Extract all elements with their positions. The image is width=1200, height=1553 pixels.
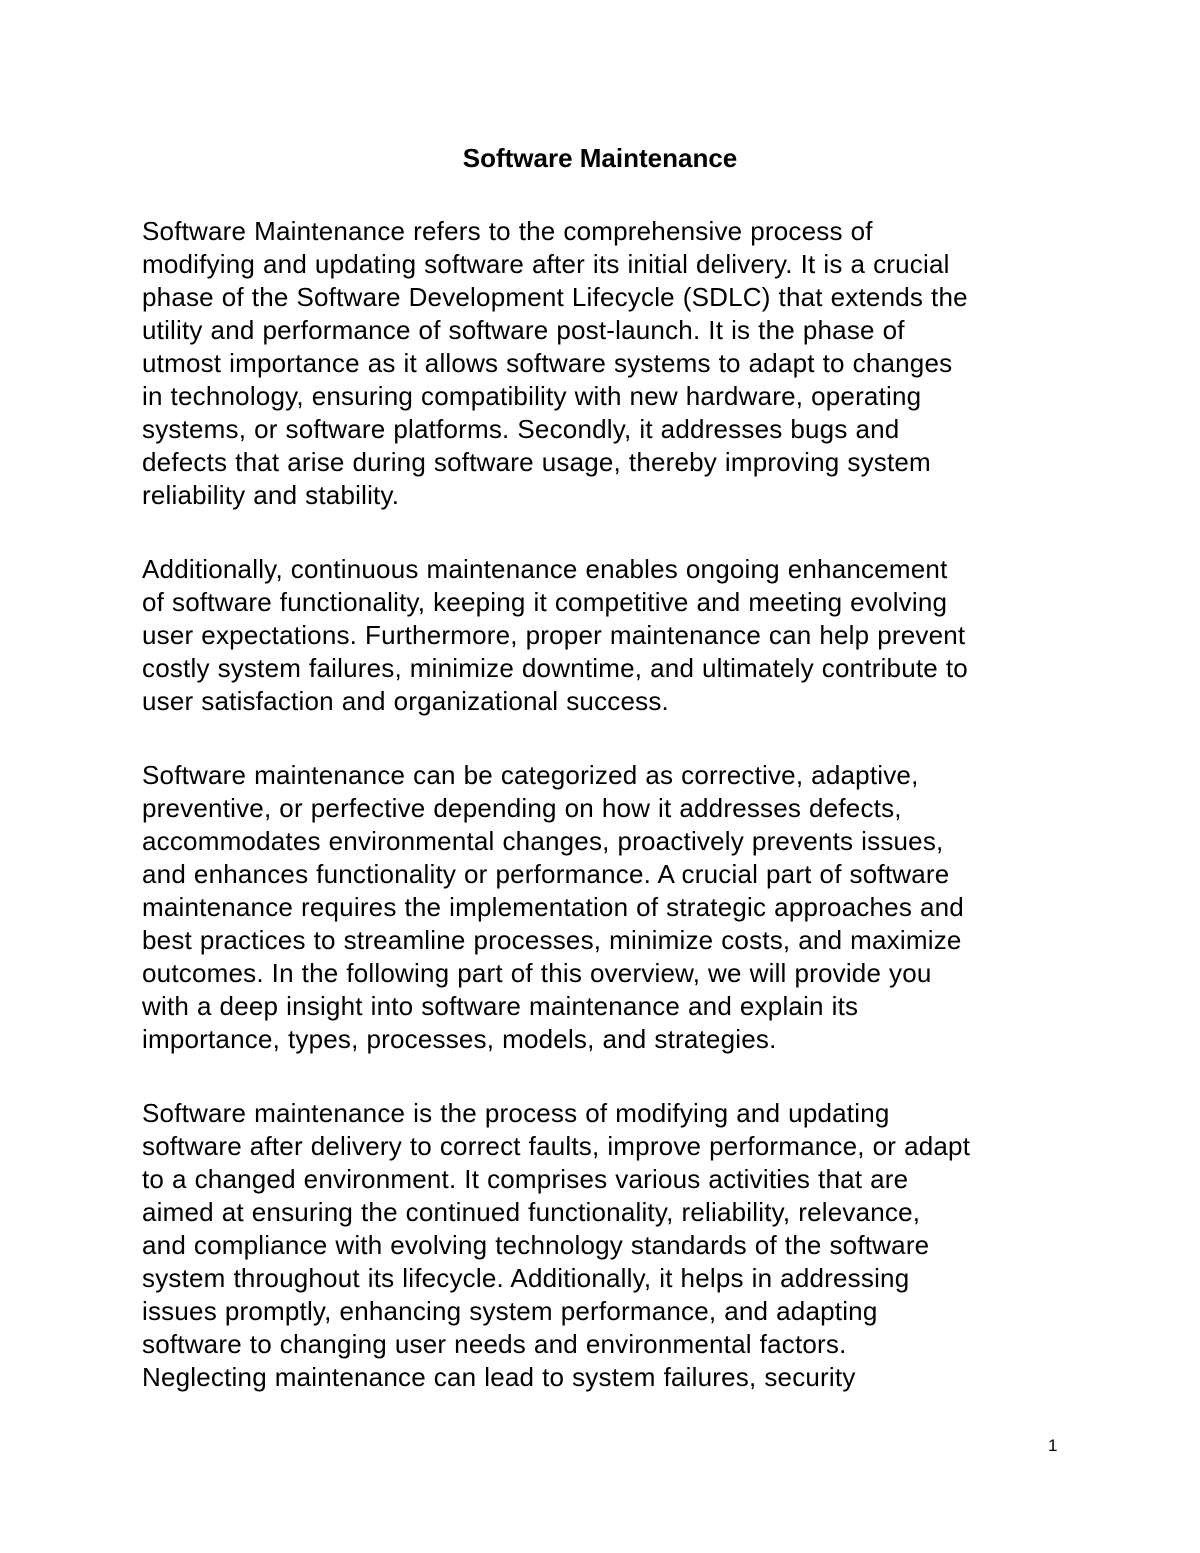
text-line: systems, or software platforms. Secondly, it addresses bugs and <box>142 414 900 444</box>
text-line: utmost importance as it allows software systems to adapt to changes <box>142 348 953 378</box>
paragraph-1 <box>142 215 1062 512</box>
document-title: Software Maintenance <box>462 143 738 173</box>
text-line: preventive, or perfective depending on how it addresses defects, <box>142 793 902 823</box>
text-line: utility and performance of software post-launch. It is the phase of <box>142 315 905 345</box>
text-line: with a deep insight into software maintenance and explain its <box>142 991 859 1021</box>
text-line: in technology, ensuring compatibility with new hardware, operating <box>142 381 922 411</box>
text-line: Software maintenance can be categorized as corrective, adaptive, <box>142 760 919 790</box>
text-line: of software functionality, keeping it competitive and meeting evolving <box>142 587 948 617</box>
paragraph-3 <box>142 759 1062 1056</box>
text-line: phase of the Software Development Lifecycle (SDLC) that extends the <box>142 282 968 312</box>
text-line: accommodates environmental changes, proactively prevents issues, <box>142 826 944 856</box>
text-line: and compliance with evolving technology standards of the software <box>142 1230 930 1260</box>
text-line: modifying and updating software after its initial delivery. It is a crucial <box>142 249 950 279</box>
text-line: best practices to streamline processes, minimize costs, and maximize <box>142 925 962 955</box>
document-body <box>142 215 1062 1435</box>
paragraph-2 <box>142 553 1062 718</box>
text-line: software to changing user needs and environmental factors. <box>142 1329 847 1359</box>
text-line: to a changed environment. It comprises various activities that are <box>142 1164 909 1194</box>
text-line: Additionally, continuous maintenance enables ongoing enhancement <box>142 554 948 584</box>
text-line: and enhances functionality or performance. A crucial part of software <box>142 859 950 889</box>
text-line: maintenance requires the implementation of strategic approaches and <box>142 892 964 922</box>
text-line: Software maintenance is the process of modifying and updating <box>142 1098 890 1128</box>
text-line: importance, types, processes, models, and strategies. <box>142 1024 777 1054</box>
text-line: reliability and stability. <box>142 480 400 510</box>
text-line: costly system failures, minimize downtime, and ultimately contribute to <box>142 653 968 683</box>
text-line: Neglecting maintenance can lead to system failures, security <box>142 1362 856 1392</box>
paragraph-4 <box>142 1097 1062 1394</box>
text-line: user expectations. Furthermore, proper maintenance can help prevent <box>142 620 966 650</box>
text-line: aimed at ensuring the continued functionality, reliability, relevance, <box>142 1197 921 1227</box>
page-number: 1 <box>1048 1436 1058 1455</box>
text-line: user satisfaction and organizational success. <box>142 686 669 716</box>
text-line: software after delivery to correct faults, improve performance, or adapt <box>142 1131 971 1161</box>
text-line: Software Maintenance refers to the comprehensive process of <box>142 216 873 246</box>
text-line: outcomes. In the following part of this overview, we will provide you <box>142 958 932 988</box>
text-line: issues promptly, enhancing system performance, and adapting <box>142 1296 878 1326</box>
text-line: system throughout its lifecycle. Additionally, it helps in addressing <box>142 1263 910 1293</box>
text-line: defects that arise during software usage, thereby improving system <box>142 447 931 477</box>
